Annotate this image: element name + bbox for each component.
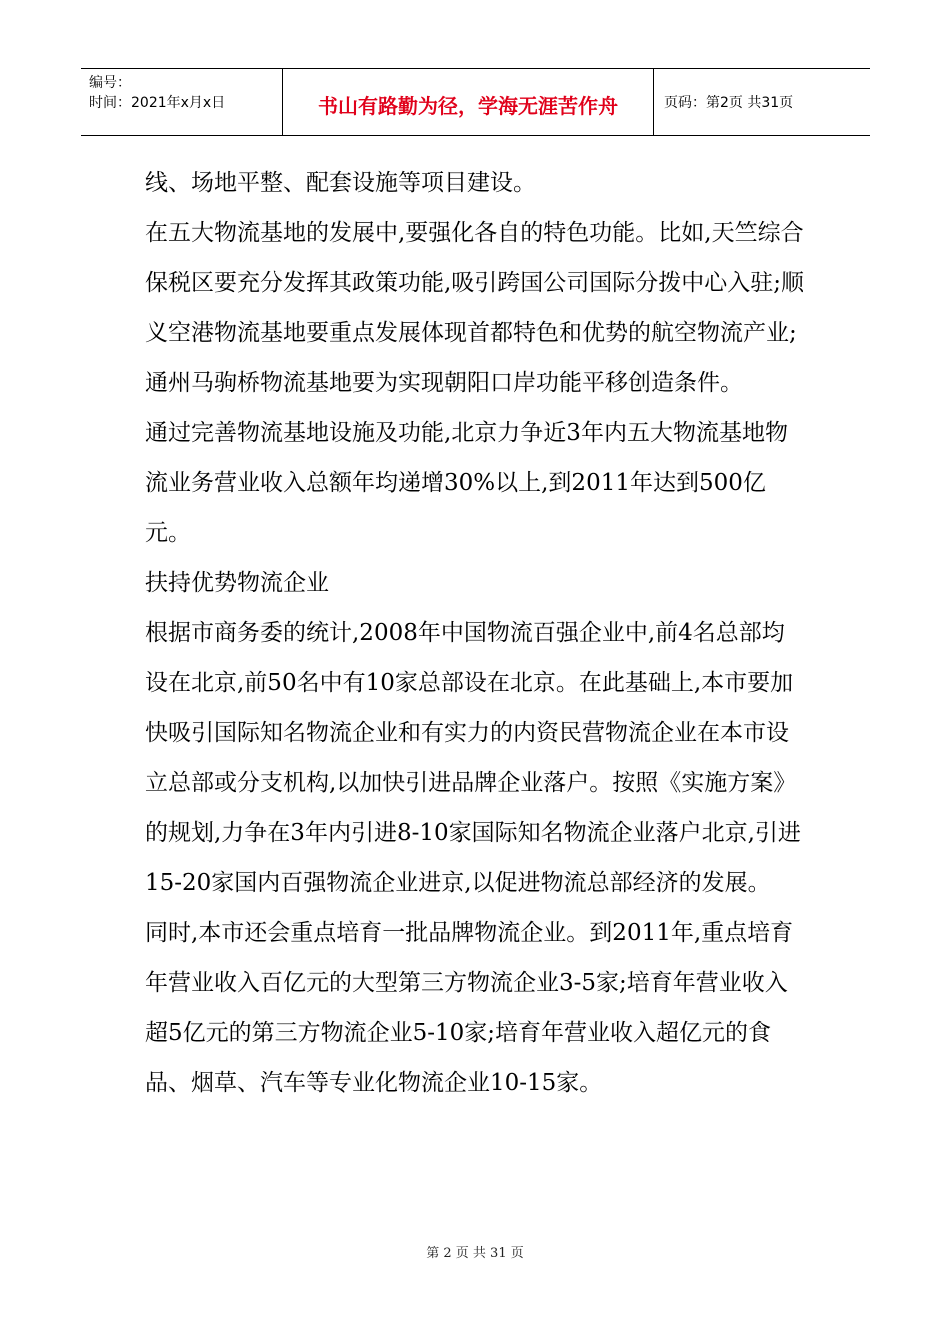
header-page-number: 页码：第2页 共31页	[664, 95, 794, 111]
paragraph: 线、场地平整、配套设施等项目建设。	[145, 170, 536, 196]
header-meta-cell	[81, 69, 283, 135]
document-date-label: 时间：2021年x月x日	[89, 95, 226, 111]
paragraph: 在五大物流基地的发展中,要强化各自的特色功能。比如,天竺综合保税区要充分发挥其政策功能,吸引跨国公司国际分拨中心入驻;顺义空港物流基地要重点发展体现首都特色和优势的航空物流产业;通州马驹桥物流基地要为实现朝阳口岸功能平移创造条件。	[145, 220, 805, 396]
document-number-label: 编号：	[89, 75, 131, 91]
document-header	[81, 68, 870, 136]
paragraph: 根据市商务委的统计,2008年中国物流百强企业中,前4名总部均设在北京,前50名中有10家总部设在北京。在此基础上,本市要加快吸引国际知名物流企业和有实力的内资民营物流企业在本市设立总部或分支机构,以加快引进品牌企业落户。按照《实施方案》的规划,力争在3年内引进8-10家国际知名物流企业落户北京,引进15-20家国内百强物流企业进京,以促进物流总部经济的发展。	[145, 620, 801, 896]
header-motto: 书山有路勤为径，学海无涯苦作舟	[283, 69, 654, 135]
document-body	[145, 158, 807, 1108]
section-heading: 扶持优势物流企业	[145, 570, 329, 596]
page-footer: 第 2 页 共 31 页	[426, 1246, 524, 1261]
paragraph: 同时,本市还会重点培育一批品牌物流企业。到2011年,重点培育年营业收入百亿元的大型第三方物流企业3-5家;培育年营业收入超5亿元的第三方物流企业5-10家;培育年营业收入超亿元的食品、烟草、汽车等专业化物流企业10-15家。	[145, 920, 794, 1096]
paragraph: 通过完善物流基地设施及功能,北京力争近3年内五大物流基地物流业务营业收入总额年均递增30%以上,到2011年达到500亿元。	[145, 420, 788, 546]
